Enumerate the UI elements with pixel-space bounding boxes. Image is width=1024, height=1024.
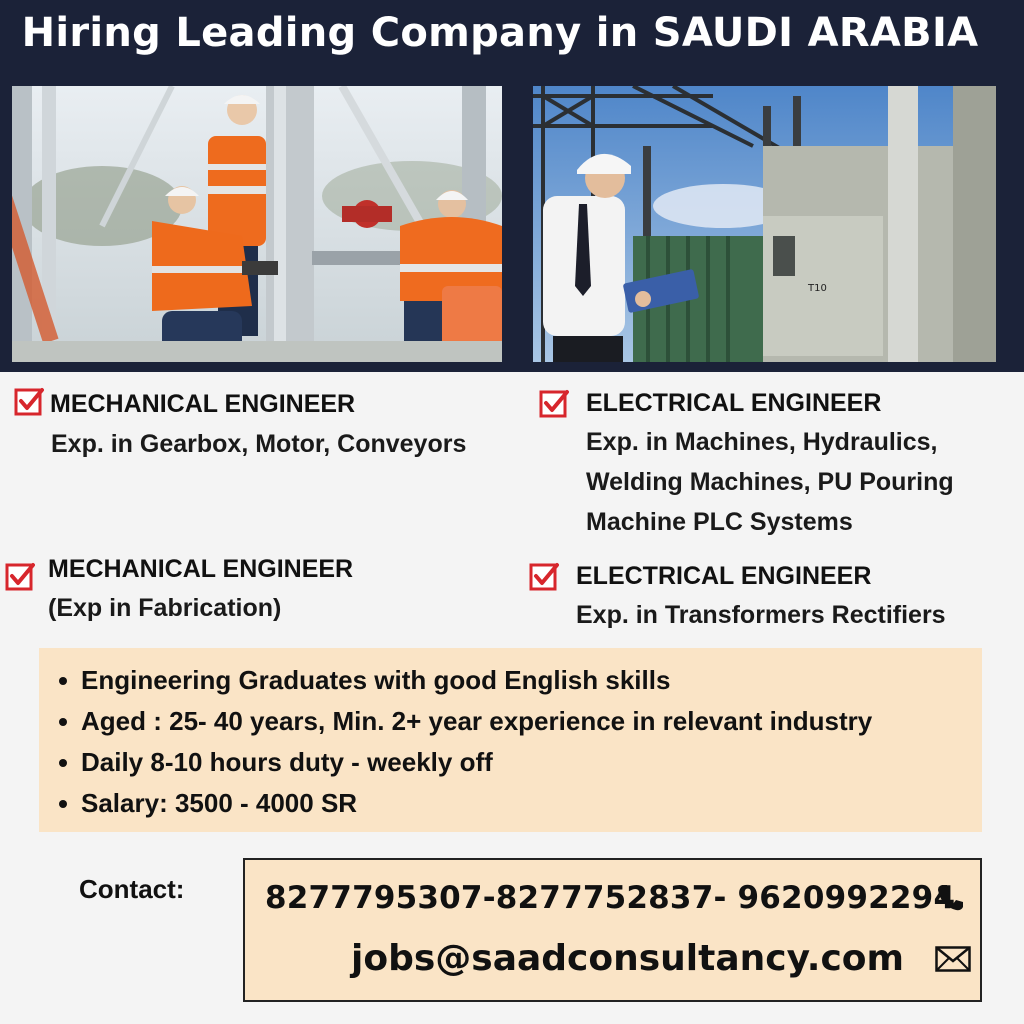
job-detail: Exp. in Gearbox, Motor, Conveyors (51, 430, 467, 458)
header-band (0, 0, 1024, 372)
job-detail: Machine PLC Systems (586, 508, 853, 536)
list-item: Salary: 3500 - 4000 SR (59, 783, 872, 824)
email-link[interactable]: jobs@saadconsultancy.com (351, 938, 905, 979)
engineers-photo (12, 86, 502, 362)
checkbox-icon (5, 561, 35, 591)
job-detail: Exp. in Transformers Rectifiers (576, 601, 946, 629)
checkbox-icon (529, 561, 559, 591)
list-item: Engineering Graduates with good English skills (59, 660, 872, 701)
substation-photo (533, 86, 996, 362)
envelope-icon (935, 946, 971, 972)
job-title: ELECTRICAL ENGINEER (576, 562, 872, 590)
contact-label: Contact: (79, 874, 185, 904)
list-item: Aged : 25- 40 years, Min. 2+ year experience in relevant industry (59, 701, 872, 742)
requirements-panel (39, 648, 982, 832)
job-detail: Exp. in Machines, Hydraulics, (586, 428, 938, 456)
job-detail: (Exp in Fabrication) (48, 594, 282, 622)
requirements-list (59, 660, 872, 824)
contact-box (243, 858, 982, 1002)
job-title: ELECTRICAL ENGINEER (586, 389, 882, 417)
page-title: Hiring Leading Company in SAUDI ARABIA (21, 10, 979, 56)
job-detail: Welding Machines, PU Pouring (586, 468, 954, 496)
phone-icon (935, 882, 965, 912)
job-title: MECHANICAL ENGINEER (48, 555, 354, 583)
svg-text:T10: T10 (808, 283, 827, 294)
checkbox-icon (14, 386, 44, 416)
list-item: Daily 8-10 hours duty - weekly off (59, 742, 872, 783)
job-title: MECHANICAL ENGINEER (50, 390, 356, 418)
phone-numbers[interactable]: 8277795307-8277752837- 9620992294 (265, 880, 956, 916)
checkbox-icon (539, 388, 569, 418)
